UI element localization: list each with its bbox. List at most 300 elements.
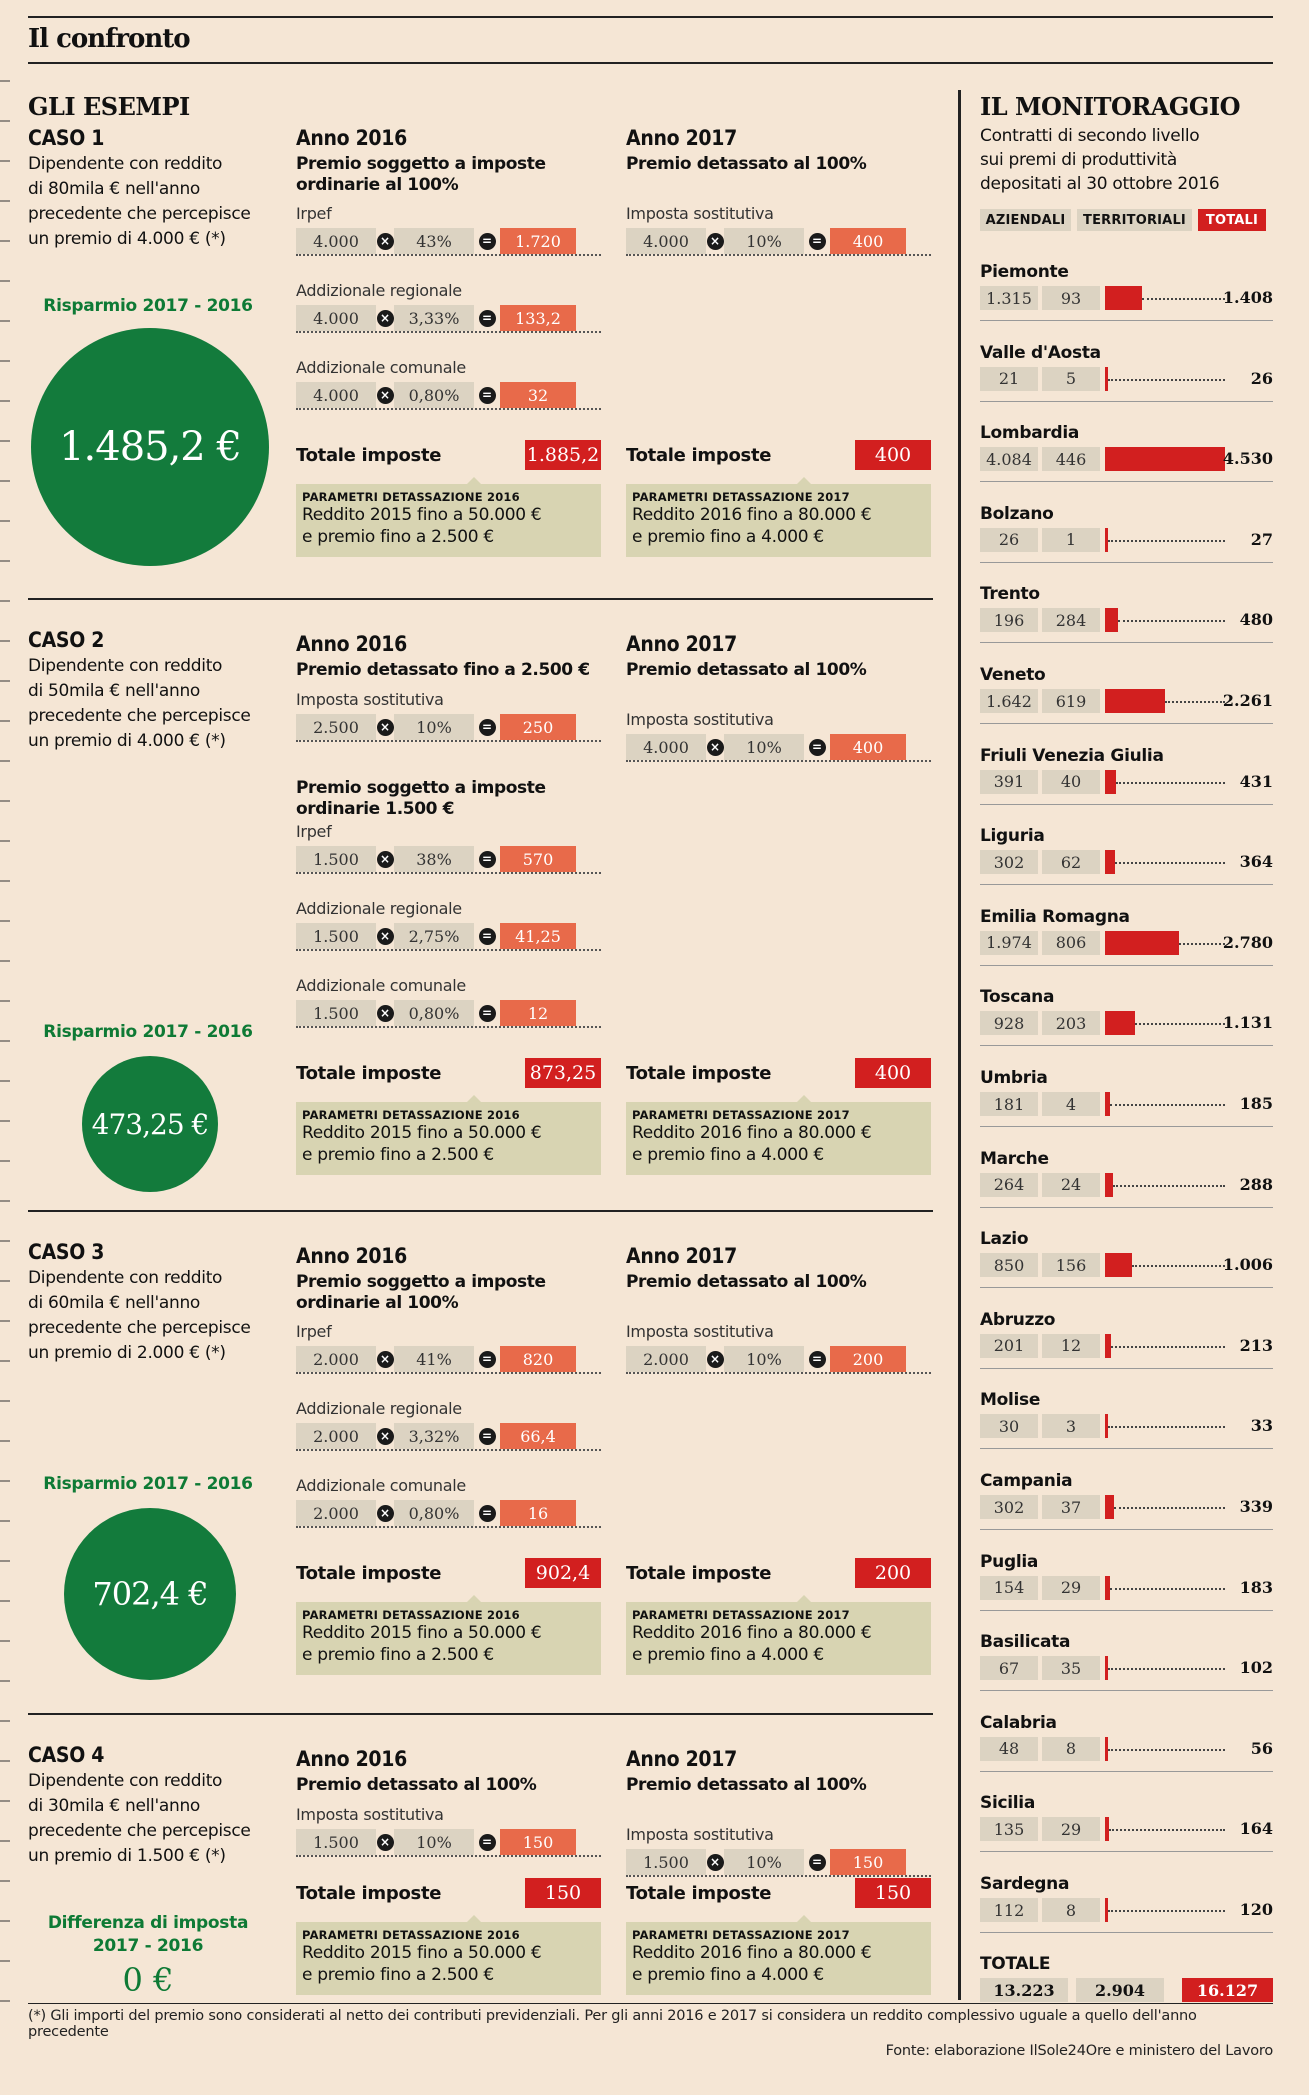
monitoring-subtitle-line: sui premi di produttività <box>980 150 1178 170</box>
region-name: Friuli Venezia Giulia <box>980 745 1164 766</box>
substitute-tax-label: Imposta sostitutiva <box>626 1322 774 1341</box>
difference-label-line2: 2017 - 2016 <box>92 1936 204 1956</box>
region-row <box>980 1471 1273 1531</box>
description-line: precedente che percepisce <box>28 1821 251 1841</box>
multiply-icon <box>706 233 724 250</box>
total-label: Totale imposte <box>296 1883 442 1904</box>
region-total-value: 1.408 <box>1222 288 1273 307</box>
multiply-icon: × <box>377 851 394 868</box>
base-amount-cell: 4.000 <box>296 382 376 408</box>
region-territoriali: 203 <box>1042 1011 1100 1035</box>
region-aziendali: 1.315 <box>980 286 1038 310</box>
title-line: ordinarie al 100% <box>296 175 459 195</box>
equals-icon <box>474 1834 500 1851</box>
total-label: Totale imposte <box>296 445 442 466</box>
region-total-value: 431 <box>1239 771 1273 791</box>
equals-icon <box>474 1005 500 1022</box>
region-name: Veneto <box>980 665 1046 685</box>
region-total-value: 33 <box>1250 1416 1273 1436</box>
region-total-value: 27 <box>1250 529 1273 549</box>
base-amount-cell: 4.000 <box>296 228 376 254</box>
rate-cell: 3,33% <box>394 305 474 331</box>
multiply-icon <box>376 310 394 327</box>
regional-tax-calc <box>296 1423 601 1449</box>
region-dots <box>1165 701 1225 703</box>
equals-icon: = <box>479 1005 496 1022</box>
region-total-value: 164 <box>1239 1819 1273 1839</box>
irpef-calc <box>296 228 601 254</box>
substitute-tax-calc-2016 <box>296 1829 601 1855</box>
equals-icon <box>804 1854 830 1871</box>
irpef-label: Irpef <box>296 822 332 841</box>
description-line: un premio di 1.500 € (*) <box>28 1846 226 1866</box>
region-total-bar <box>1105 1495 1114 1519</box>
case-name: CASO 4 <box>28 1743 105 1767</box>
result-cell: 41,25 <box>500 923 576 949</box>
total-2017-value: 200 <box>855 1558 931 1588</box>
description-line: di 60mila € nell'anno <box>28 1293 201 1313</box>
region-dots <box>1108 540 1225 542</box>
region-territoriali: 29 <box>1042 1576 1100 1600</box>
region-total-bar <box>1105 608 1118 632</box>
base-amount-cell: 1.500 <box>626 1849 706 1875</box>
region-name: Calabria <box>980 1712 1057 1733</box>
total-label: Totale imposte <box>626 1883 772 1904</box>
region-territoriali: 8 <box>1042 1898 1100 1922</box>
region-name: Liguria <box>980 826 1045 847</box>
region-name: Molise <box>980 1390 1041 1411</box>
param-notch <box>466 1915 482 1923</box>
region-total-bar <box>1105 689 1165 713</box>
year-2016-heading: Anno 2016 <box>296 1747 407 1771</box>
year-2017-title: Premio detassato al 100% <box>626 1272 867 1292</box>
case-description <box>28 1266 268 1366</box>
region-dots <box>1132 1265 1225 1267</box>
regional-tax-calc <box>296 923 601 949</box>
total-label: Totale imposte <box>296 1563 442 1584</box>
region-total-bar <box>1105 1173 1113 1197</box>
region-separator <box>980 642 1273 643</box>
equals-icon: = <box>479 1428 496 1445</box>
monitoring-subtitle-line: depositati al 30 ottobre 2016 <box>980 174 1220 194</box>
savings-circle: 702,4 € <box>64 1508 236 1680</box>
multiply-icon: × <box>377 387 394 404</box>
region-separator <box>980 804 1273 805</box>
rate-cell: 10% <box>724 1849 804 1875</box>
result-cell: 150 <box>830 1849 906 1875</box>
region-total-value: 480 <box>1239 610 1273 630</box>
region-aziendali: 928 <box>980 1011 1038 1035</box>
region-territoriali: 446 <box>1042 447 1100 471</box>
calc-dots <box>296 1026 601 1028</box>
rate-cell: 2,75% <box>394 923 474 949</box>
region-separator <box>980 1126 1273 1127</box>
equals-icon <box>804 1351 830 1368</box>
equals-icon: = <box>479 1351 496 1368</box>
equals-icon: = <box>479 1505 496 1522</box>
multiply-icon <box>376 719 394 736</box>
case-name: CASO 3 <box>28 1240 105 1264</box>
multiply-icon <box>376 233 394 250</box>
column-divider <box>958 90 961 2000</box>
region-aziendali: 154 <box>980 1576 1038 1600</box>
municipal-tax-calc <box>296 1000 601 1026</box>
multiply-icon: × <box>707 1854 724 1871</box>
region-row <box>980 1310 1273 1370</box>
case-name: CASO 1 <box>28 126 105 150</box>
equals-icon <box>804 233 830 250</box>
substitute-tax-label: Imposta sostitutiva <box>296 690 444 709</box>
title-line: Premio soggetto a imposte <box>296 1272 546 1292</box>
calc-dots <box>296 872 601 874</box>
region-total-value: 288 <box>1239 1174 1273 1194</box>
equals-icon <box>474 1428 500 1445</box>
substitute-tax-label: Imposta sostitutiva <box>296 1805 444 1824</box>
year-2017-heading: Anno 2017 <box>626 1244 737 1268</box>
region-row <box>980 1874 1273 1934</box>
result-cell: 66,4 <box>500 1423 576 1449</box>
total-territoriali: 2.904 <box>1076 1978 1164 2002</box>
total-name: TOTALE <box>980 1954 1051 1974</box>
calc-dots <box>296 1372 601 1374</box>
param-line: e premio fino a 2.500 € <box>302 1145 494 1165</box>
equals-icon: = <box>479 1834 496 1851</box>
municipal-tax-label: Addizionale comunale <box>296 1476 466 1495</box>
legend-territoriali: TERRITORIALI <box>1077 209 1192 231</box>
region-dots <box>1108 1426 1225 1428</box>
year-2016-second-title <box>296 778 546 820</box>
base-amount-cell: 1.500 <box>296 1829 376 1855</box>
region-separator <box>980 1851 1273 1852</box>
result-cell: 820 <box>500 1346 576 1372</box>
region-row <box>980 987 1273 1047</box>
calc-dots <box>296 1855 601 1857</box>
savings-label: Risparmio 2017 - 2016 <box>43 296 253 316</box>
total-2016-value: 1.885,2 <box>525 440 601 470</box>
calc-dots <box>626 1875 931 1877</box>
base-amount-cell: 4.000 <box>296 305 376 331</box>
multiply-icon <box>376 1505 394 1522</box>
param-box-17 <box>626 1102 931 1175</box>
title-rule <box>28 62 1273 64</box>
param-box-16 <box>296 1102 601 1175</box>
param-line: Reddito 2016 fino a 80.000 € <box>632 1623 872 1643</box>
region-dots <box>1109 1829 1225 1831</box>
region-territoriali: 29 <box>1042 1817 1100 1841</box>
region-territoriali: 619 <box>1042 689 1100 713</box>
region-name: Bolzano <box>980 503 1054 524</box>
region-dots <box>1108 1668 1225 1670</box>
region-row <box>980 1632 1273 1692</box>
multiply-icon <box>706 739 724 756</box>
region-name: Piemonte <box>980 262 1069 282</box>
param-line: e premio fino a 4.000 € <box>632 1645 824 1665</box>
param-line: Reddito 2015 fino a 50.000 € <box>302 1623 542 1643</box>
monitoring-heading: IL MONITORAGGIO <box>980 92 1241 121</box>
rate-cell: 0,80% <box>394 382 474 408</box>
base-amount-cell: 1.500 <box>296 846 376 872</box>
region-total-bar <box>1105 770 1116 794</box>
equals-icon: = <box>809 739 826 756</box>
region-separator <box>980 1448 1273 1449</box>
rate-cell: 10% <box>724 228 804 254</box>
rate-cell: 10% <box>724 1346 804 1372</box>
region-territoriali: 156 <box>1042 1253 1100 1277</box>
region-aziendali: 1.974 <box>980 931 1038 955</box>
region-total-value: 339 <box>1239 1497 1273 1516</box>
region-dots <box>1111 1346 1225 1348</box>
param-box-17 <box>626 1602 931 1675</box>
base-amount-cell: 4.000 <box>626 228 706 254</box>
region-territoriali: 8 <box>1042 1737 1100 1761</box>
result-cell: 32 <box>500 382 576 408</box>
region-dots <box>1118 620 1225 622</box>
savings-circle: 473,25 € <box>82 1056 218 1192</box>
substitute-tax-calc-2017 <box>626 734 931 760</box>
substitute-tax-calc-2017 <box>626 228 931 254</box>
footnote-text: (*) Gli importi del premio sono considerati al netto dei contributi previdenziali. Per gli anni 2016 e 2017 si considera un reddito complessivo uguale a quello dell'anno precedente <box>28 2008 1197 2040</box>
region-separator <box>980 1045 1273 1046</box>
savings-circle: 1.485,2 € <box>31 328 269 566</box>
region-total-bar <box>1105 931 1179 955</box>
substitute-tax-calc-2017 <box>626 1849 931 1875</box>
total-label: Totale imposte <box>296 1063 442 1084</box>
region-row <box>980 262 1273 322</box>
region-name: Emilia Romagna <box>980 906 1130 927</box>
region-aziendali: 201 <box>980 1334 1038 1358</box>
region-territoriali: 5 <box>1042 367 1100 391</box>
region-name: Umbria <box>980 1068 1048 1088</box>
calc-dots <box>296 949 601 951</box>
result-cell: 1.720 <box>500 228 576 254</box>
region-separator <box>980 723 1273 724</box>
irpef-label: Irpef <box>296 1322 332 1341</box>
municipal-tax-label: Addizionale comunale <box>296 976 466 995</box>
year-2017-title: Premio detassato al 100% <box>626 154 867 174</box>
param-box-16 <box>296 484 601 557</box>
year-2017-heading: Anno 2017 <box>626 1747 737 1771</box>
equals-icon <box>804 739 830 756</box>
region-name: Lombardia <box>980 423 1080 444</box>
monitoring-subtitle-line: Contratti di secondo livello <box>980 126 1200 146</box>
param-line: Reddito 2016 fino a 80.000 € <box>632 1943 872 1963</box>
region-separator <box>980 965 1273 966</box>
multiply-icon <box>376 1834 394 1851</box>
multiply-icon: × <box>377 928 394 945</box>
equals-icon: = <box>479 233 496 250</box>
region-territoriali: 284 <box>1042 608 1100 632</box>
total-2017-value: 400 <box>855 440 931 470</box>
region-name: Lazio <box>980 1229 1029 1250</box>
equals-icon: = <box>479 851 496 868</box>
result-cell: 200 <box>830 1346 906 1372</box>
region-total-bar <box>1105 1011 1135 1035</box>
description-line: precedente che percepisce <box>28 204 251 224</box>
region-separator <box>980 884 1273 885</box>
substitute-tax-label: Imposta sostitutiva <box>626 710 774 729</box>
multiply-icon <box>376 1005 394 1022</box>
result-cell: 400 <box>830 228 906 254</box>
param-line: Reddito 2015 fino a 50.000 € <box>302 505 542 525</box>
region-dots <box>1115 862 1225 864</box>
multiply-icon <box>376 387 394 404</box>
multiply-icon: × <box>377 310 394 327</box>
multiply-icon: × <box>377 1834 394 1851</box>
region-aziendali: 302 <box>980 1495 1038 1519</box>
year-2016-heading: Anno 2016 <box>296 1244 407 1268</box>
region-aziendali: 26 <box>980 528 1038 552</box>
region-dots <box>1110 1104 1225 1106</box>
regional-tax-calc <box>296 305 601 331</box>
region-territoriali: 24 <box>1042 1173 1100 1197</box>
multiply-icon <box>376 1351 394 1368</box>
result-cell: 250 <box>500 714 576 740</box>
region-row <box>980 1552 1273 1612</box>
regional-tax-label: Addizionale regionale <box>296 1399 462 1418</box>
year-2016-title: Premio detassato al 100% <box>296 1775 537 1795</box>
region-territoriali: 12 <box>1042 1334 1100 1358</box>
region-aziendali: 264 <box>980 1173 1038 1197</box>
calc-dots <box>296 740 601 742</box>
region-aziendali: 1.642 <box>980 689 1038 713</box>
substitute-tax-label: Imposta sostitutiva <box>626 204 774 223</box>
equals-icon: = <box>479 387 496 404</box>
param-notch <box>796 477 812 485</box>
source-text: Fonte: elaborazione IlSole24Ore e ministero del Lavoro <box>885 2043 1273 2059</box>
param-heading: PARAMETRI DETASSAZIONE 2017 <box>632 1928 850 1942</box>
param-heading: PARAMETRI DETASSAZIONE 2016 <box>302 490 520 504</box>
examples-heading: GLI ESEMPI <box>28 92 190 121</box>
year-2016-title <box>296 154 546 196</box>
region-aziendali: 196 <box>980 608 1038 632</box>
year-2017-title: Premio detassato al 100% <box>626 1775 867 1795</box>
equals-icon <box>474 1505 500 1522</box>
year-2016-title: Premio detassato fino a 2.500 € <box>296 660 590 680</box>
equals-icon <box>474 387 500 404</box>
case-description <box>28 152 268 252</box>
calc-dots <box>626 1372 931 1374</box>
result-cell: 400 <box>830 734 906 760</box>
region-name: Valle d'Aosta <box>980 342 1101 363</box>
case-separator <box>28 598 933 600</box>
region-total-row <box>980 1954 1273 2000</box>
multiply-icon: × <box>377 1428 394 1445</box>
equals-icon: = <box>809 1854 826 1871</box>
difference-label-line1: Differenza di imposta <box>47 1913 249 1933</box>
region-separator <box>980 562 1273 563</box>
param-box-17 <box>626 1922 931 1995</box>
difference-value: 0 € <box>122 1961 174 1999</box>
region-dots <box>1113 1185 1225 1187</box>
description-line: di 50mila € nell'anno <box>28 681 201 701</box>
param-notch <box>466 1595 482 1603</box>
region-total-value: 56 <box>1250 1738 1273 1758</box>
rate-cell: 10% <box>724 734 804 760</box>
equals-icon: = <box>479 719 496 736</box>
savings-label: Risparmio 2017 - 2016 <box>43 1474 253 1494</box>
region-separator <box>980 481 1273 482</box>
region-territoriali: 3 <box>1042 1414 1100 1438</box>
base-amount-cell: 2.000 <box>296 1346 376 1372</box>
region-row <box>980 1793 1273 1853</box>
region-total-value: 1.006 <box>1222 1255 1273 1275</box>
total-label: Totale imposte <box>626 445 772 466</box>
region-row <box>980 746 1273 806</box>
irpef-calc <box>296 846 601 872</box>
region-row <box>980 1713 1273 1773</box>
total-totali: 16.127 <box>1182 1978 1273 2002</box>
year-2017-heading: Anno 2017 <box>626 632 737 656</box>
regional-tax-label: Addizionale regionale <box>296 899 462 918</box>
region-territoriali: 37 <box>1042 1495 1100 1519</box>
equals-icon: = <box>809 233 826 250</box>
region-row <box>980 1229 1273 1289</box>
description-line: un premio di 4.000 € (*) <box>28 731 226 751</box>
region-aziendali: 4.084 <box>980 447 1038 471</box>
region-territoriali: 93 <box>1042 286 1100 310</box>
multiply-icon: × <box>377 233 394 250</box>
base-amount-cell: 2.000 <box>296 1423 376 1449</box>
region-name: Puglia <box>980 1551 1039 1572</box>
region-name: Sicilia <box>980 1793 1036 1814</box>
equals-icon <box>474 928 500 945</box>
base-amount-cell: 1.500 <box>296 1000 376 1026</box>
base-amount-cell: 2.000 <box>296 1500 376 1526</box>
param-line: Reddito 2015 fino a 50.000 € <box>302 1123 542 1143</box>
description-line: un premio di 2.000 € (*) <box>28 1343 226 1363</box>
calc-dots <box>296 331 601 333</box>
region-total-value: 26 <box>1250 368 1273 388</box>
total-2016-value: 873,25 <box>525 1058 601 1088</box>
description-line: di 80mila € nell'anno <box>28 179 201 199</box>
region-row <box>980 665 1273 725</box>
case-description <box>28 654 268 754</box>
region-separator <box>980 1368 1273 1369</box>
param-heading: PARAMETRI DETASSAZIONE 2017 <box>632 1108 850 1122</box>
region-separator <box>980 1610 1273 1611</box>
multiply-icon <box>376 1428 394 1445</box>
multiply-icon: × <box>707 739 724 756</box>
param-line: e premio fino a 2.500 € <box>302 527 494 547</box>
region-dots <box>1108 379 1225 381</box>
description-line: di 30mila € nell'anno <box>28 1796 201 1816</box>
region-aziendali: 48 <box>980 1737 1038 1761</box>
region-row <box>980 1068 1273 1128</box>
region-separator <box>980 1771 1273 1772</box>
rate-cell: 38% <box>394 846 474 872</box>
region-total-value: 185 <box>1239 1094 1273 1113</box>
region-total-value: 364 <box>1239 852 1273 872</box>
param-line: Reddito 2016 fino a 80.000 € <box>632 505 872 525</box>
region-aziendali: 135 <box>980 1817 1038 1841</box>
region-total-bar <box>1105 286 1142 310</box>
param-notch <box>466 1095 482 1103</box>
equals-icon <box>474 310 500 327</box>
case-description <box>28 1769 268 1869</box>
region-row <box>980 907 1273 967</box>
total-aziendali: 13.223 <box>980 1978 1068 2002</box>
description-line: un premio di 4.000 € (*) <box>28 229 226 249</box>
region-name: Campania <box>980 1471 1073 1491</box>
region-separator <box>980 401 1273 402</box>
region-total-value: 1.131 <box>1222 1013 1273 1033</box>
param-box-16 <box>296 1602 601 1675</box>
irpef-label: Irpef <box>296 204 332 223</box>
title-line: Premio soggetto a imposte <box>296 778 546 798</box>
case-name: CASO 2 <box>28 628 105 652</box>
region-total-value: 102 <box>1239 1658 1273 1678</box>
result-cell: 150 <box>500 1829 576 1855</box>
